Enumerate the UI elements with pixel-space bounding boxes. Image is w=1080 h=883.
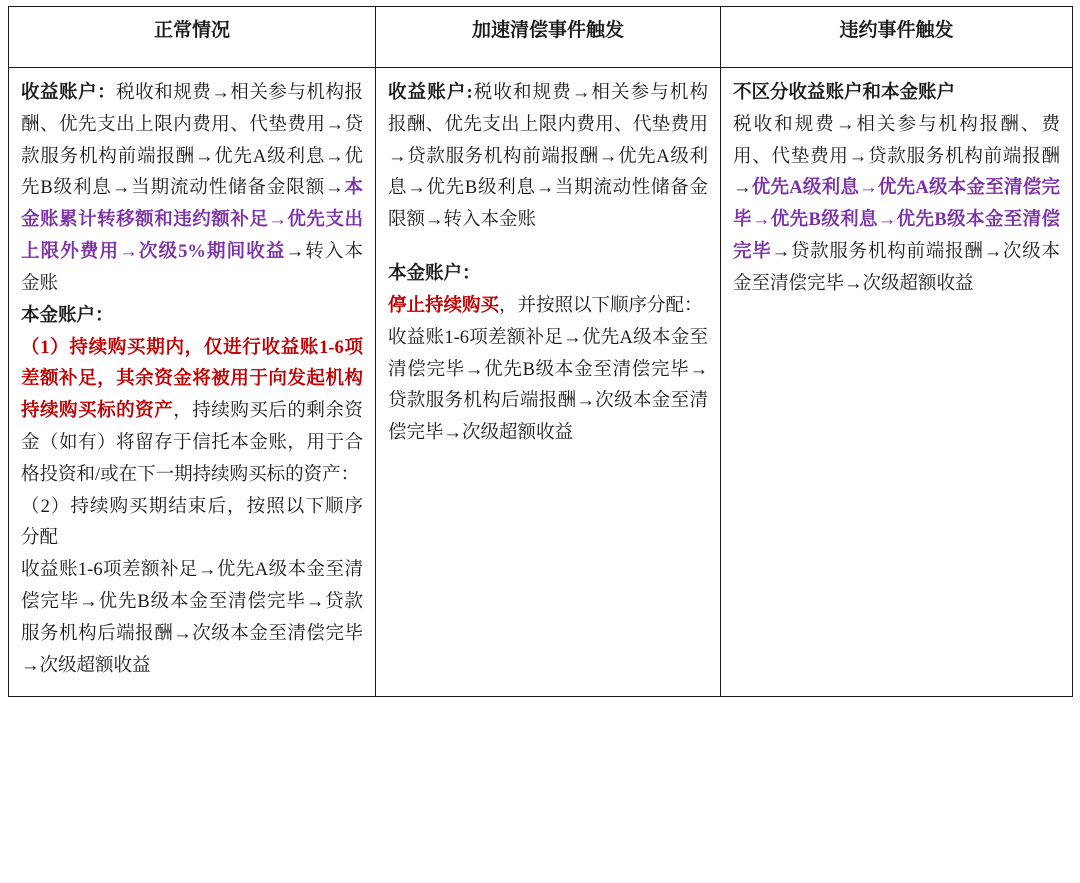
principal-order-text: 收益账1-6项差额补足→优先A级本金至清偿完毕→优先B级本金至清偿完毕→贷款服务机构后端报酬→次级本金至清偿完毕→次级超额收益 [21, 560, 363, 676]
cashflow-waterfall-table [8, 6, 1073, 697]
table-row [9, 68, 1073, 697]
stop-purchase-text: ，并按照以下顺序分配： [499, 295, 703, 316]
table-header-row [9, 7, 1073, 68]
principal-item-1-paragraph [21, 333, 363, 492]
principal-order-paragraph [21, 555, 363, 682]
principal-account-label: 本金账户： [388, 264, 481, 285]
principal-order-paragraph [388, 323, 708, 450]
cell-accelerated-content [388, 78, 708, 450]
cell-normal-content [21, 78, 363, 682]
no-split-accounts-label: 不区分收益账户和本金账户 [733, 83, 956, 103]
principal-account-label-paragraph [388, 259, 708, 291]
principal-item-2-text: （2）持续购买期结束后，按照以下顺序分配 [21, 496, 363, 549]
revenue-account-label: 收益账户： [21, 83, 117, 103]
principal-account-label: 本金账户： [21, 305, 114, 326]
revenue-account-label: 收益账户: [388, 83, 473, 103]
cell-default-content [733, 78, 1060, 301]
stop-purchase-paragraph [388, 291, 708, 323]
cell-default-scenario [721, 68, 1073, 697]
revenue-account-paragraph [21, 78, 363, 301]
principal-account-label-paragraph [21, 301, 363, 333]
column-header-accelerated: 加速清偿事件触发 [376, 7, 721, 68]
default-order-highlight: 优先A级利息→优先A级本金至清偿完毕→优先B级利息→优先B级本金至清偿完毕 [733, 178, 1060, 263]
stop-purchase-highlight: 停止持续购买 [388, 295, 500, 316]
cell-normal-scenario [9, 68, 376, 697]
principal-item-1-number: （1） [21, 337, 70, 358]
column-header-default: 违约事件触发 [721, 7, 1073, 68]
principal-order-text: 收益账1-6项差额补足→优先A级本金至清偿完毕→优先B级本金至清偿完毕→贷款服务机构后端报酬→次级本金至清偿完毕→次级超额收益 [388, 327, 708, 444]
default-order-paragraph [733, 110, 1060, 301]
principal-item-1-highlight: 持续购买期内，仅进行收益账1-6项差额补足，其余资金将被用于向发起机构持续购买标的资产 [21, 337, 363, 422]
column-header-normal: 正常情况 [9, 7, 376, 68]
cell-accelerated-scenario [376, 68, 721, 697]
default-order-text-2: →贷款服务机构前端报酬→次级本金至清偿完毕→次级超额收益 [733, 242, 1060, 294]
principal-item-2-paragraph [21, 492, 363, 556]
no-split-label-paragraph [733, 78, 1060, 110]
revenue-account-text-1: 税收和规费→相关参与机构报酬、优先支出上限内费用、代垫费用→贷款服务机构前端报酬→优先A级利息→优先B级利息→当期流动性储备金限额→ [21, 83, 363, 199]
revenue-account-paragraph [388, 78, 708, 237]
default-order-text-1: 税收和规费→相关参与机构报酬、费用、代垫费用→贷款服务机构前端报酬→ [733, 114, 1060, 199]
revenue-account-text-highlight: 本金账累计转移额和违约额补足→优先支出上限外费用→次级5%期间收益 [21, 178, 363, 263]
revenue-account-text-2: →转入本金账 [21, 242, 363, 294]
principal-item-1-text: ，持续购买后的剩余资金（如有）将留存于信托本金账，用于合格投资和/或在下一期持续购买标的资产： [21, 401, 363, 485]
revenue-account-text: 税收和规费→相关参与机构报酬、优先支出上限内费用、代垫费用→贷款服务机构前端报酬→优先A级利息→优先B级利息→当期流动性储备金限额→转入本金账 [388, 83, 708, 231]
paragraph-spacer [388, 237, 708, 259]
